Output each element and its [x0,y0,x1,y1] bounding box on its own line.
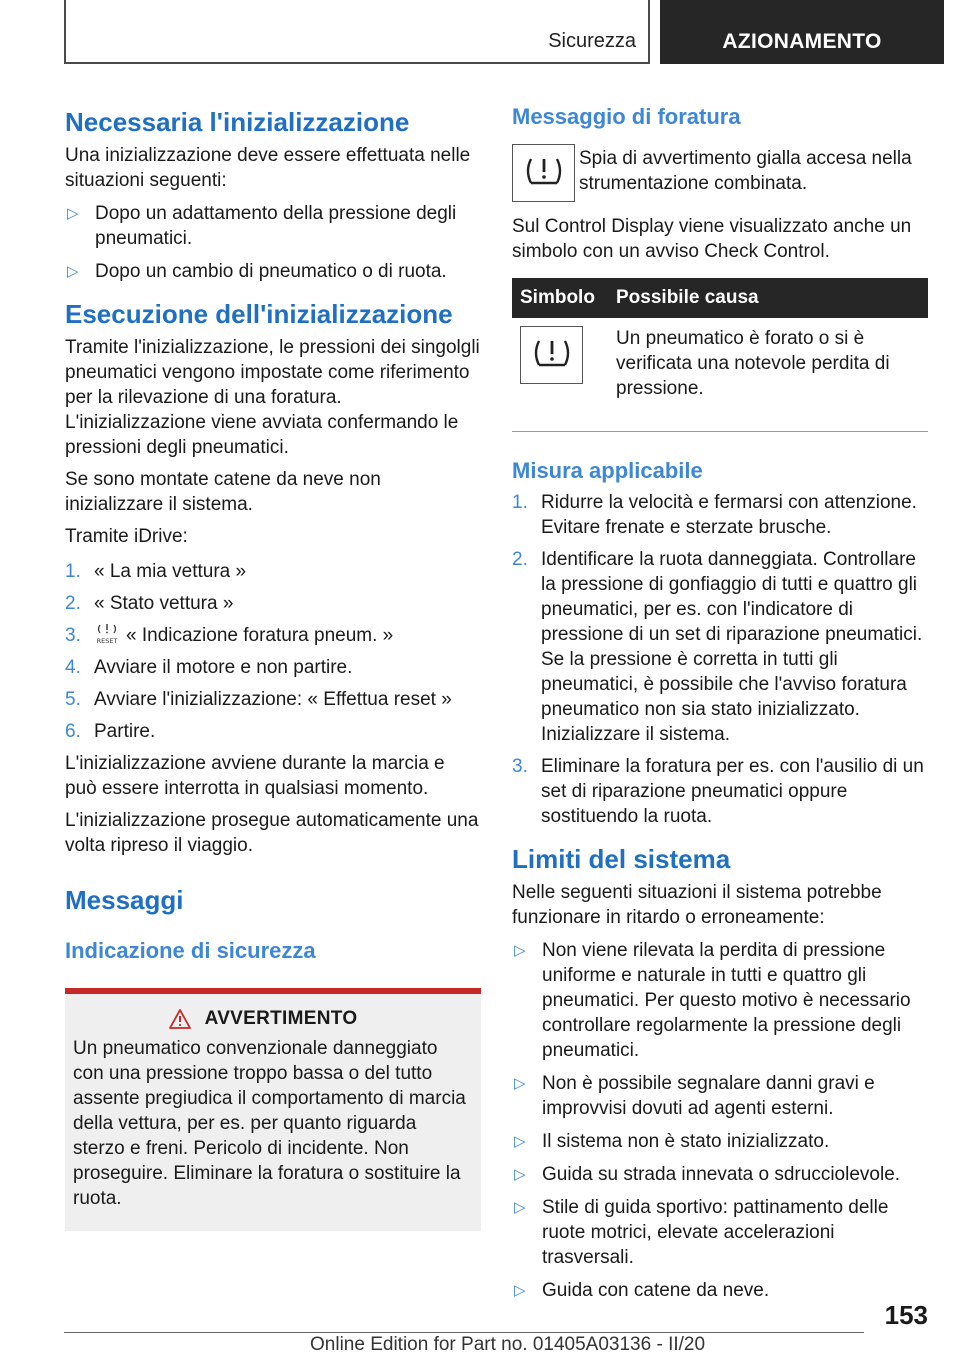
page-number: 153 [884,1300,928,1330]
paragraph-control-display: Sul Control Display viene visualizzato anche un simbolo con un avviso Check Control. [512,216,912,262]
header-section-box [64,0,650,64]
table-bottom-rule [512,409,928,431]
list-item: ▷ Dopo un adattamento della pressione degli pneumatici. [67,203,457,249]
heading-messages: Messaggi [65,885,184,915]
list-item: ▷ Dopo un cambio di pneumatico o di ruota. [67,261,447,282]
svg-text:RESET: RESET [96,637,118,645]
symbol-table [512,278,928,432]
list-item: ▷ Non viene rilevata la perdita di pressione uniforme e naturale in tutti e quattro gli pneumatici. Per questo motivo è necessario controllare regolarmente la pressione degli pneumatici. [514,939,911,1061]
paragraph-execution-3: Tramite iDrive: [65,526,188,547]
paragraph-execution-2: Se sono montate catene da neve non inizializzare il sistema. [65,469,381,515]
list-item: ▷ Guida con catene da neve. [514,1279,770,1301]
paragraph-execution-1: Tramite l'inizializzazione, le pressioni dei singolgli pneumatici vengono impostate come riferimento per la rilevazione di una foratura. L'inizializzazione viene avviata confermando le pressioni degli pneumatici. [65,337,480,458]
paragraph-execution-5: L'inizializzazione prosegue automaticamente una volta ripreso il viaggio. [65,810,479,856]
heading-safety-note: Indicazione di sicurezza [65,938,316,963]
indicator-lamp-row [512,144,928,202]
list-item: 1. « La mia vettura » [65,561,247,582]
triangle-bullet-icon: ▷ [514,1281,526,1299]
tire-reset-icon [94,623,120,645]
table-header-symbol: Simbolo [512,278,608,318]
paragraph-warning-lamp: Spia di avvertimento gialla accesa nella strumentazione combinata. [579,148,912,194]
triangle-bullet-icon: ▷ [67,205,79,222]
list-item: 5. Avviare l'inizializzazione: « Effettua reset » [65,689,452,710]
triangle-bullet-icon: ▷ [514,1165,526,1183]
paragraph-init-needed: Una inizializzazione deve essere effettuata nelle situazioni seguenti: [65,145,471,191]
triangle-bullet-icon: ▷ [67,263,79,280]
limits-bullet-list [512,938,928,1303]
triangle-bullet-icon: ▷ [514,1198,526,1216]
left-column [65,100,481,1231]
idrive-steps-list [65,559,481,744]
tire-pressure-warning-icon [520,326,583,384]
list-item: 3. RESET « Indicazione foratura pneum. » [65,625,394,646]
list-item: 4. Avviare il motore e non partire. [65,657,353,678]
list-item: 6. Partire. [65,721,156,742]
right-column [512,100,928,1311]
triangle-bullet-icon: ▷ [514,1074,526,1092]
list-item: ▷ Guida su strada innevata o sdrucciolevole. [514,1163,901,1185]
paragraph-system-limits: Nelle seguenti situazioni il sistema potrebbe funzionare in ritardo o erroneamente: [512,881,882,928]
heading-puncture-message: Messaggio di foratura [512,104,741,129]
list-item: ▷ Il sistema non è stato inizializzato. [514,1130,830,1152]
heading-system-limits: Limiti del sistema [512,843,731,874]
measures-list [512,490,928,829]
list-item: 2. « Stato vettura » [65,593,234,614]
triangle-bullet-icon: ▷ [514,941,526,959]
table-row [512,318,928,409]
init-bullet-list [65,201,481,284]
heading-execution: Esecuzione dell'inizializzazione [65,299,453,329]
heading-measure: Misura applicabile [512,457,703,483]
warning-title: AVVERTIMENTO [53,1008,473,1030]
list-item: 2. Identificare la ruota danneggiata. Controllare la pressione di gonfiaggio di tutti e quattro gli pneumatici, per es. con l'indicatore di pressione di un set di riparazione pneumatici. Se la pressione è corretta in tutti gli pneumatici, è possibile che l'avviso foratura pneumatico non sia stato inizializzato. Inizializzare il sistema. [512,548,923,745]
list-item: ▷ Non è possibile segnalare danni gravi e improvvisi dovuti ad agenti esterni. [514,1072,875,1119]
header-chapter-label: AZIONAMENTO [722,30,882,53]
list-item: 3. Eliminare la foratura per es. con l'ausilio di un set di riparazione pneumatici oppure sostituendo la ruota. [512,755,924,827]
table-cell-cause: Un pneumatico è forato o si è verificata una notevole perdita di pressione. [616,328,890,399]
warning-triangle-icon [169,1009,191,1029]
paragraph-execution-4: L'inizializzazione avviene durante la marcia e può essere interrotta in qualsiasi momento. [65,753,445,799]
table-header-row [512,278,928,318]
list-item: ▷ Stile di guida sportivo: pattinamento delle ruote motrici, elevate accelerazioni trasversali. [514,1196,889,1268]
footer-edition: Online Edition for Part no. 01405A03136 - II/20 [310,1334,706,1355]
header-section-label: Sicurezza [548,30,636,52]
footer-divider [64,1332,864,1333]
triangle-bullet-icon: ▷ [514,1132,526,1150]
tire-pressure-warning-icon [512,144,575,202]
list-item: 1. Ridurre la velocità e fermarsi con attenzione. Evitare frenate e sterzate brusche. [512,491,917,538]
header-chapter-box [660,0,944,64]
warning-box [65,988,481,1231]
warning-text: Un pneumatico convenzionale danneggiato con una pressione troppo bassa o del tutto assente pregiudica il comportamento di marcia della vettura, per es. per quanto riguarda sterzo e freni. Pericolo di incidente. Non proseguire. Eliminare la foratura o sostituire la ruota. [73,1038,466,1209]
table-header-cause: Possibile causa [608,278,928,318]
heading-init-needed: Necessaria l'inizializzazione [65,107,410,137]
